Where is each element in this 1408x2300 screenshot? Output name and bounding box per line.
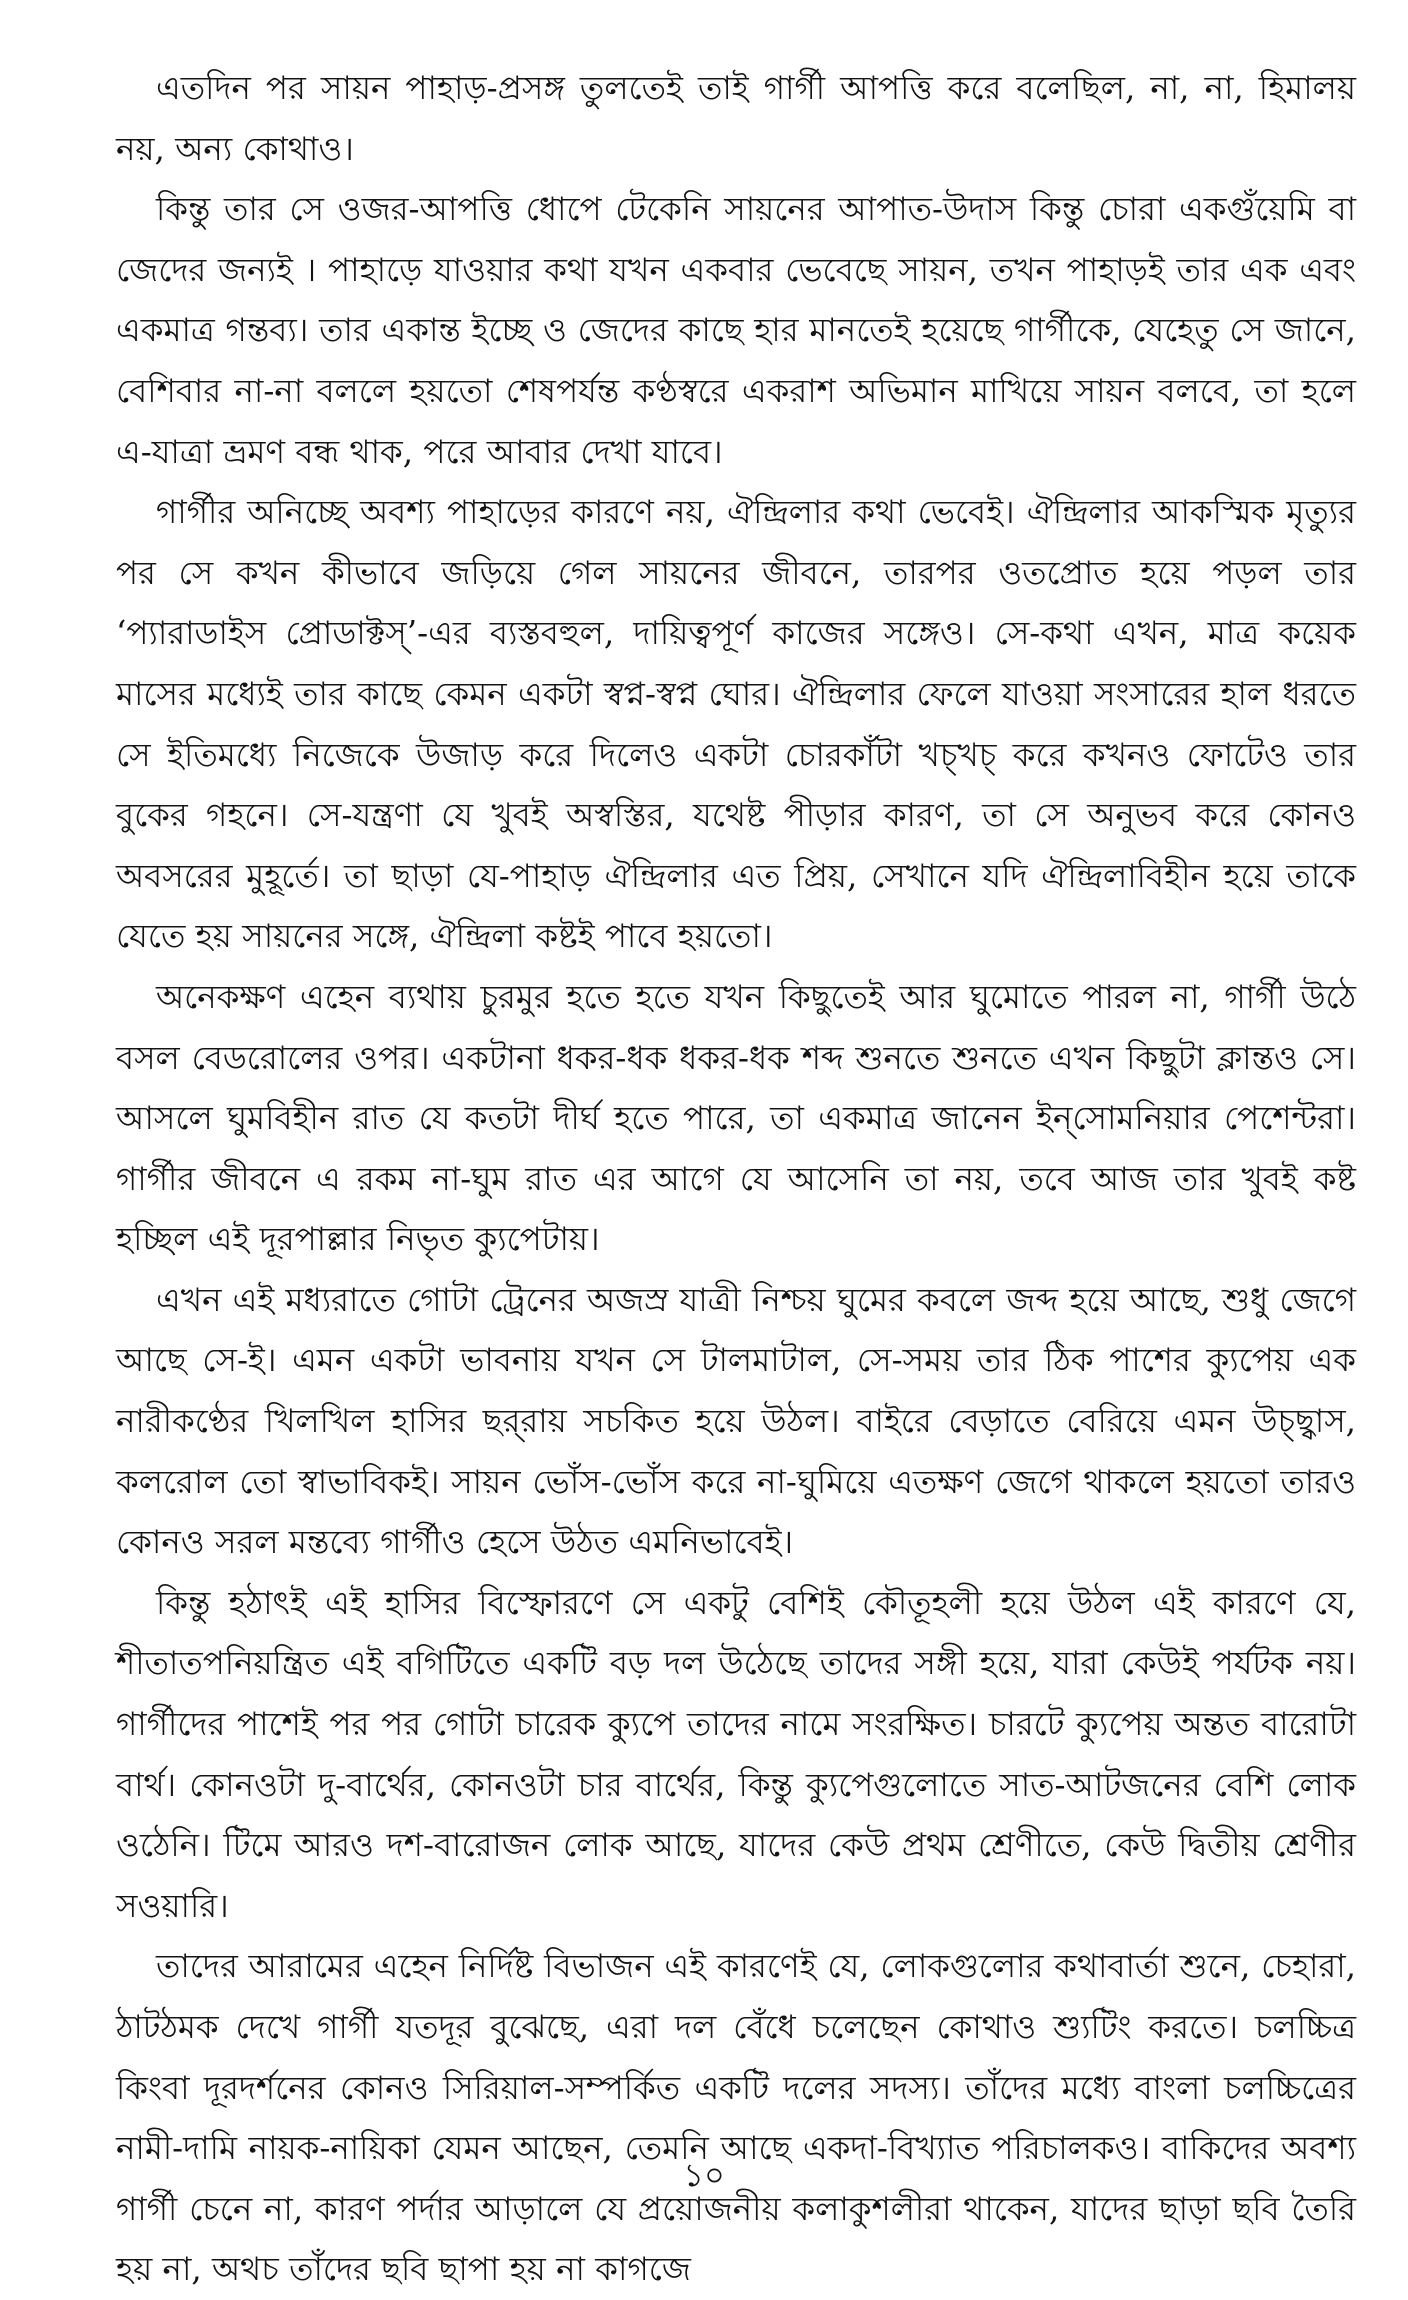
paragraph-5: এখন এই মধ্যরাতে গোটা ট্রেনের অজস্র যাত্রী নিশ্চয় ঘুমের কবলে জব্দ হয়ে আছে, শুধু জেগে আছে সে-ই। এমন একটা ভাবনায় যখন সে টালমাটাল, সে-সময় তার ঠিক পাশের ক্যুপেয় এক নারীকণ্ঠের খিলখিল হাসির ছর্‌রায় সচকিত হয়ে উঠল। বাইরে বেড়াতে বেরিয়ে এমন উচ্ছ্বাস, কলরোল তো স্বাভাবিকই। সায়ন ভোঁস-ভোঁস করে না-ঘুমিয়ে এতক্ষণ জেগে থাকলে হয়তো তারও কোনও সরল মন্তব্যে গার্গীও হেসে উঠত এমনিভাবেই। [116,1280,1356,1562]
paragraph-6: কিন্তু হঠাৎই এই হাসির বিস্ফোরণে সে একটু বেশিই কৌতূহলী হয়ে উঠল এই কারণে যে, শীতাতপনিয়ন্ত্রিত এই বগিটিতে একটি বড় দল উঠেছে তাদের সঙ্গী হয়ে, যারা কেউই পর্যটক নয়। গার্গীদের পাশেই পর পর গোটা চারেক ক্যুপে তাদের নামে সংরক্ষিত। চারটে ক্যুপেয় অন্তত বারোটা বার্থ। কোনওটা দু-বার্থের, কোনওটা চার বার্থের, কিন্তু ক্যুপেগুলোতে সাত-আটজনের বেশি লোক ওঠেনি। টিমে আরও দশ-বারোজন লোক আছে, যাদের কেউ প্রথম শ্রেণীতে, কেউ দ্বিতীয় শ্রেণীর সওয়ারি। [116,1583,1356,1925]
paragraph-4: অনেকক্ষণ এহেন ব্যথায় চুরমুর হতে হতে যখন কিছুতেই আর ঘুমোতে পারল না, গার্গী উঠে বসল বেডরোলের ওপর। একটানা ধকর-ধক ধকর-ধক শব্দ শুনতে শুনতে এখন কিছুটা ক্লান্তও সে। আসলে ঘুমবিহীন রাত যে কতটা দীর্ঘ হতে পারে, তা একমাত্র জানেন ইন্‌সোমনিয়ার পেশেন্টরা। গার্গীর জীবনে এ রকম না-ঘুম রাত এর আগে যে আসেনি তা নয়, তবে আজ তার খুবই কষ্ট হচ্ছিল এই দূরপাল্লার নিভৃত ক্যুপেটায়। [116,977,1356,1259]
paragraph-1: এতদিন পর সায়ন পাহাড়-প্রসঙ্গ তুলতেই তাই গার্গী আপত্তি করে বলেছিল, না, না, হিমালয় নয়, অন্য কোথাও। [116,69,1356,168]
paragraph-3: গার্গীর অনিচ্ছে অবশ্য পাহাড়ের কারণে নয়, ঐন্দ্রিলার কথা ভেবেই। ঐন্দ্রিলার আকস্মিক মৃত্যুর পর সে কখন কীভাবে জড়িয়ে গেল সায়নের জীবনে, তারপর ওতপ্রোত হয়ে পড়ল তার ‘প্যারাডাইস প্রোডাক্টস্’-এর ব্যস্তবহুল, দায়িত্বপূর্ণ কাজের সঙ্গেও। সে-কথা এখন, মাত্র কয়েক মাসের মধ্যেই তার কাছে কেমন একটা স্বপ্ন-স্বপ্ন ঘোর। ঐন্দ্রিলার ফেলে যাওয়া সংসারের হাল ধরতে সে ইতিমধ্যে নিজেকে উজাড় করে দিলেও একটা চোরকাঁটা খচ্‌খচ্‌ করে কখনও ফোটেও তার বুকের গহনে। সে-যন্ত্রণা যে খুবই অস্বস্তির, যথেষ্ট পীড়ার কারণ, তা সে অনুভব করে কোনও অবসরের মুহূর্তে। তা ছাড়া যে-পাহাড় ঐন্দ্রিলার এত প্রিয়, সেখানে যদি ঐন্দ্রিলাবিহীন হয়ে তাকে যেতে হয় সায়নের সঙ্গে, ঐন্দ্রিলা কষ্টই পাবে হয়তো। [116,493,1356,956]
paragraph-2: কিন্তু তার সে ওজর-আপত্তি ধোপে টেকেনি সায়নের আপাত-উদাস কিন্তু চোরা একগুঁয়েমি বা জেদের জন্যই । পাহাড়ে যাওয়ার কথা যখন একবার ভেবেছে সায়ন, তখন পাহাড়ই তার এক এবং একমাত্র গন্তব্য। তার একান্ত ইচ্ছে ও জেদের কাছে হার মানতেই হয়েছে গার্গীকে, যেহেতু সে জানে, বেশিবার না-না বললে হয়তো শেষপর্যন্ত কণ্ঠস্বরে একরাশ অভিমান মাখিয়ে সায়ন বলবে, তা হলে এ-যাত্রা ভ্রমণ বন্ধ থাক, পরে আবার দেখা যাবে। [116,190,1356,471]
page-number: ১০ [683,2156,725,2194]
body-text [116,58,1356,2300]
paragraph-7: তাদের আরামের এহেন নির্দিষ্ট বিভাজন এই কারণেই যে, লোকগুলোর কথাবার্তা শুনে, চেহারা, ঠাটঠমক দেখে গার্গী যতদূর বুঝেছে, এরা দল বেঁধে চলেছেন কোথাও শ্যুটিং করতে। চলচ্চিত্র কিংবা দূরদর্শনের কোনও সিরিয়াল-সম্পর্কিত একটি দলের সদস্য। তাঁদের মধ্যে বাংলা চলচ্চিত্রের নামী-দামি নায়ক-নায়িকা যেমন আছেন, তেমনি আছে একদা-বিখ্যাত পরিচালকও। বাকিদের অবশ্য গার্গী চেনে না, কারণ পর্দার আড়ালে যে প্রয়োজনীয় কলাকুশলীরা থাকেন, যাদের ছাড়া ছবি তৈরি হয় না, অথচ তাঁদের ছবি ছাপা হয় না কাগজে [116,1947,1356,2289]
